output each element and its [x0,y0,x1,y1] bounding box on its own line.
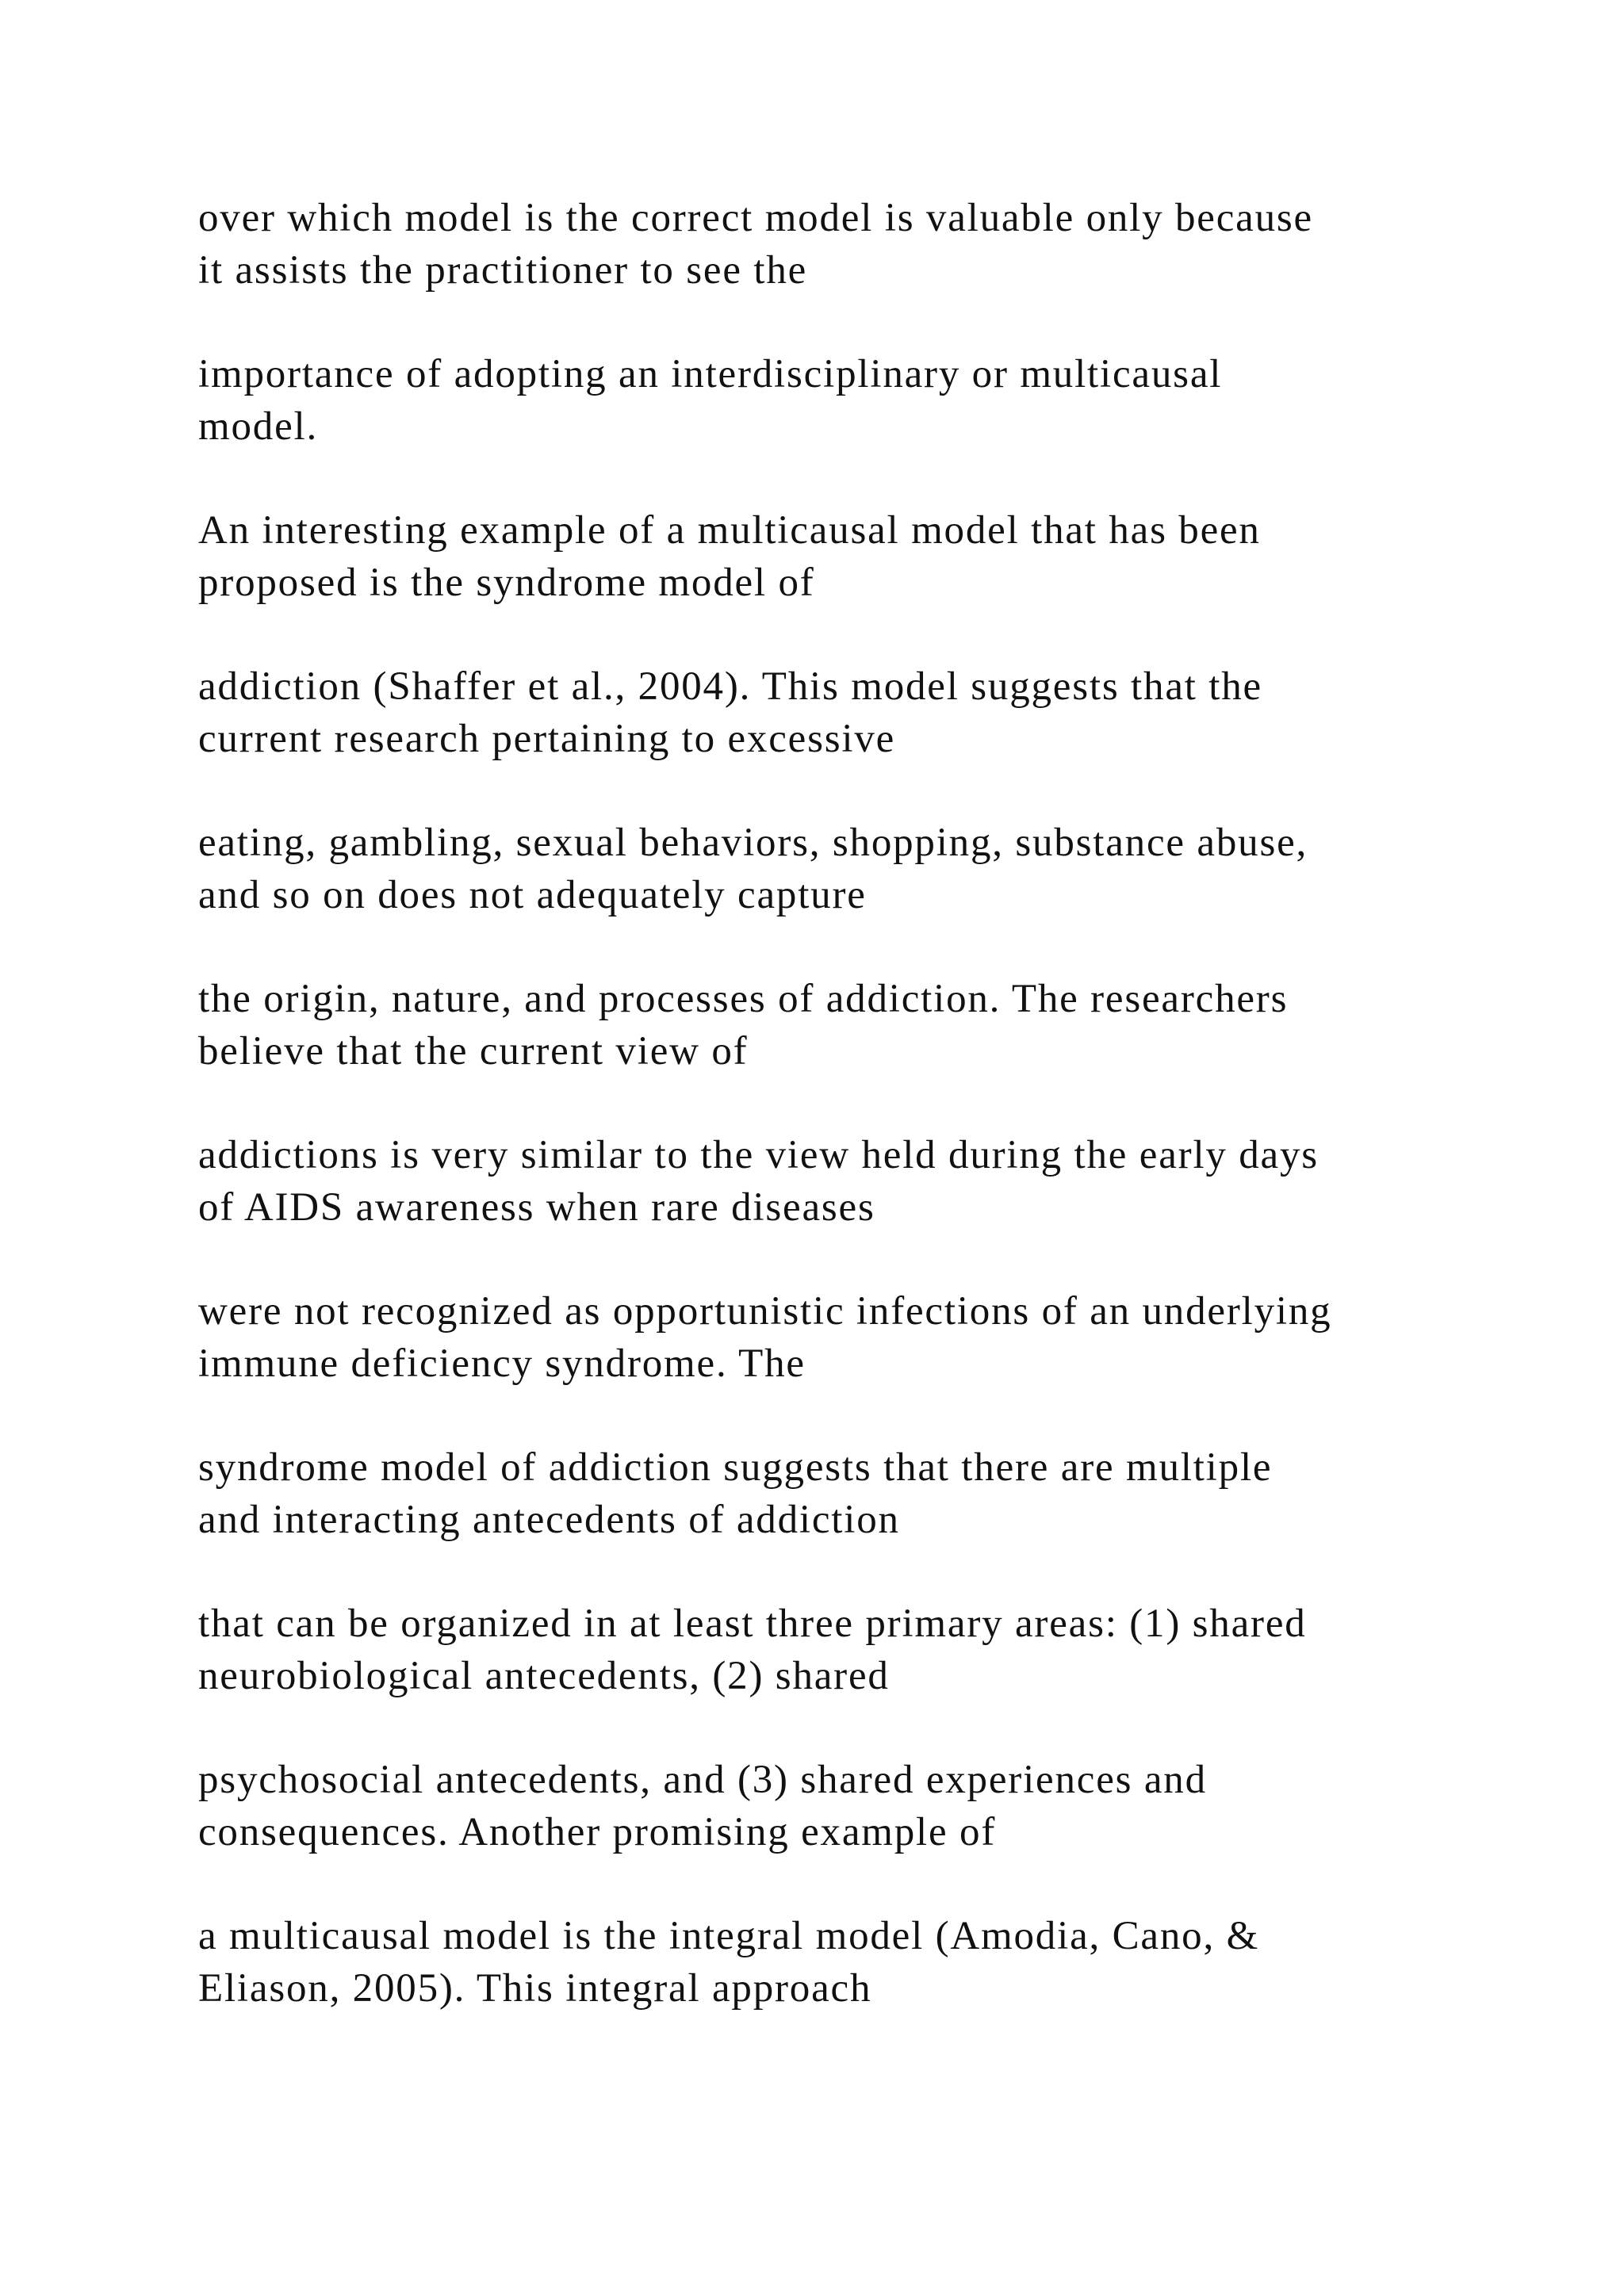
text-line: importance of adopting an interdisciplinary or multicausal [198,352,1223,396]
text-line: model. [198,404,319,449]
paragraph-10 [198,1598,1505,1702]
text-line: the origin, nature, and processes of addiction. The researchers [198,977,1289,1021]
text-line: proposed is the syndrome model of [198,561,815,605]
text-line: current research pertaining to excessive [198,717,896,761]
text-line: psychosocial antecedents, and (3) shared experiences and [198,1758,1207,1802]
paragraph-7 [198,1129,1505,1234]
text-line: eating, gambling, sexual behaviors, shopping, substance abuse, [198,821,1308,865]
text-line: believe that the current view of [198,1029,749,1073]
text-line: syndrome model of addiction suggests that there are multiple [198,1445,1273,1490]
paragraph-12 [198,1910,1505,2015]
text-line: addiction (Shaffer et al., 2004). This model suggests that the [198,664,1262,709]
paragraph-1 [198,192,1505,297]
text-line: and interacting antecedents of addiction [198,1498,900,1542]
paragraph-3 [198,504,1505,609]
text-line: addictions is very similar to the view held during the early days [198,1133,1319,1177]
paragraph-11 [198,1754,1505,1858]
text-line: and so on does not adequately capture [198,873,867,917]
text-line: of AIDS awareness when rare diseases [198,1185,875,1230]
paragraph-6 [198,973,1505,1077]
text-line: consequences. Another promising example of [198,1810,997,1854]
text-line: it assists the practitioner to see the [198,248,808,293]
text-line: immune deficiency syndrome. The [198,1341,806,1386]
paragraph-9 [198,1441,1505,1546]
text-line: neurobiological antecedents, (2) shared [198,1654,890,1698]
text-line: were not recognized as opportunistic infections of an underlying [198,1289,1332,1334]
text-line: that can be organized in at least three primary areas: (1) shared [198,1601,1307,1646]
text-line: An interesting example of a multicausal model that has been [198,508,1261,553]
paragraph-4 [198,660,1505,765]
text-line: Eliason, 2005). This integral approach [198,1966,872,2011]
paragraph-8 [198,1285,1505,1390]
text-line: over which model is the correct model is valuable only because [198,196,1313,240]
paragraph-5 [198,817,1505,921]
paragraph-2 [198,348,1505,453]
text-line: a multicausal model is the integral model (Amodia, Cano, & [198,1914,1260,1958]
